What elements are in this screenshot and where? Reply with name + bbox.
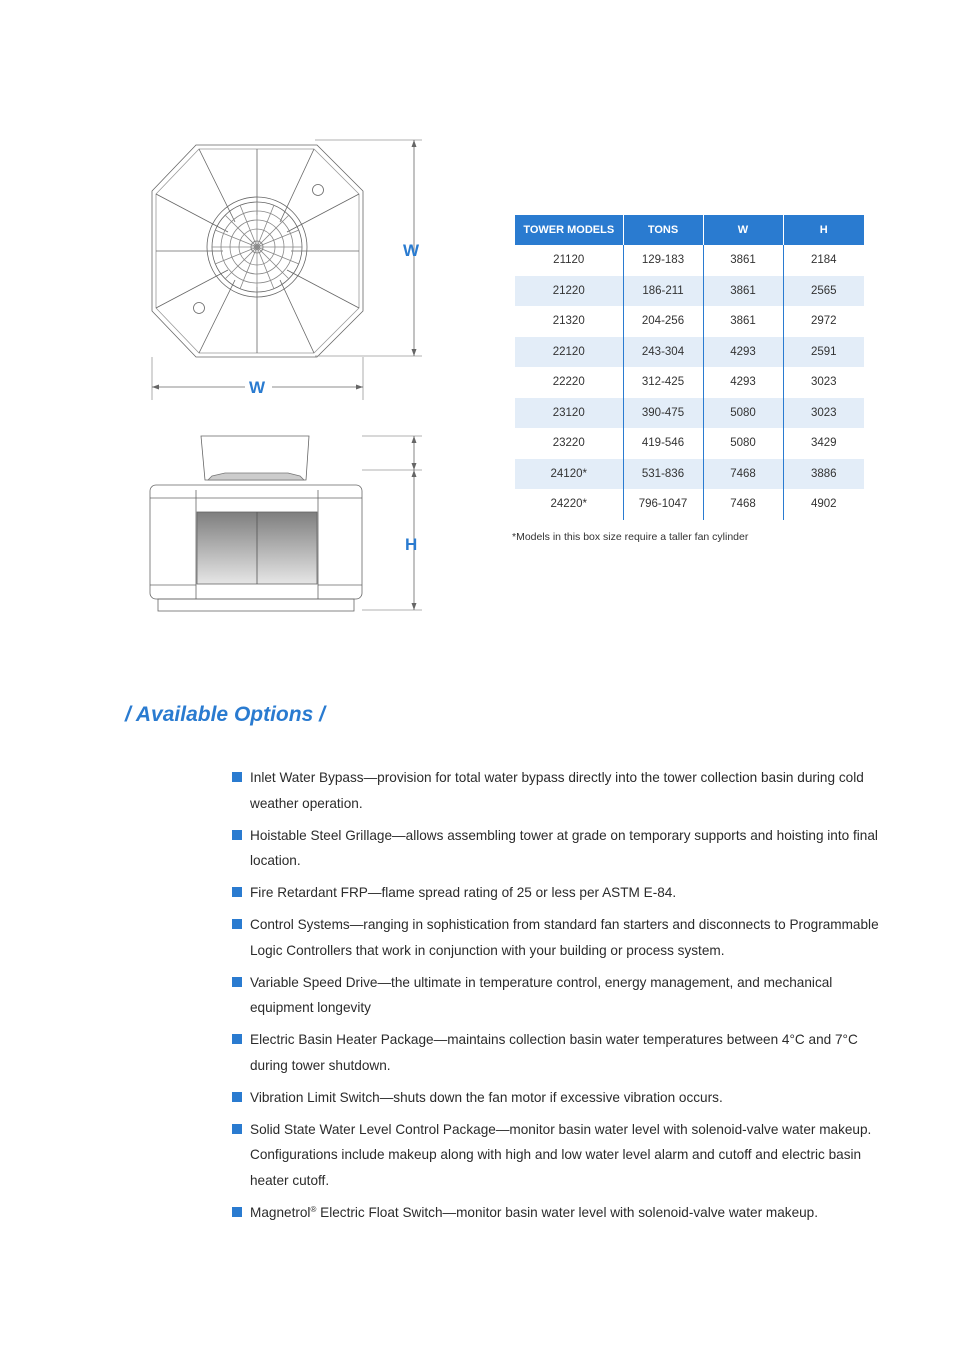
cell-model: 22120 bbox=[515, 337, 623, 368]
section-title: / Available Options / bbox=[125, 703, 325, 726]
list-item bbox=[231, 970, 891, 1021]
header-tons: TONS bbox=[623, 215, 703, 245]
cell-h: 2184 bbox=[810, 254, 837, 267]
square-bullet-icon bbox=[232, 919, 242, 929]
cell-h: 3023 bbox=[783, 398, 864, 429]
cell-tons: 186-211 bbox=[623, 276, 703, 307]
cell-model: 24220* bbox=[515, 489, 623, 520]
square-bullet-icon bbox=[232, 887, 242, 897]
option-text: Inlet Water Bypass—provision for total water bypass directly into the tower collection basin during cold weather operation. bbox=[250, 770, 864, 811]
square-bullet-icon bbox=[232, 1034, 242, 1044]
cell-tons: 204-256 bbox=[623, 306, 703, 337]
table-footnote: *Models in this box size require a taller fan cylinder bbox=[512, 531, 749, 543]
table-row bbox=[515, 306, 864, 337]
cell-w: 4293 bbox=[703, 367, 783, 398]
tower-models-table bbox=[515, 215, 864, 520]
table-row bbox=[515, 276, 864, 307]
list-item bbox=[231, 765, 891, 816]
option-brand: Magnetrol bbox=[250, 1204, 311, 1220]
table-row bbox=[515, 398, 864, 429]
cell-h: 3886 bbox=[783, 459, 864, 490]
square-bullet-icon bbox=[232, 1207, 242, 1217]
cell-model: 21120 bbox=[515, 245, 623, 276]
list-item bbox=[231, 1200, 891, 1226]
option-text: Variable Speed Drive—the ultimate in temperature control, energy management, and mechanical equipment longevity bbox=[250, 974, 833, 1015]
list-item bbox=[231, 912, 891, 963]
list-item bbox=[231, 823, 891, 874]
dimension-label-w-vertical: W bbox=[403, 241, 420, 260]
table-row bbox=[515, 367, 864, 398]
cell-h: 2591 bbox=[783, 337, 864, 368]
cell-w: 7468 bbox=[703, 489, 783, 520]
option-text: Electric Float Switch—monitor basin water level with solenoid-valve water makeup. bbox=[316, 1204, 819, 1220]
list-item bbox=[231, 880, 891, 906]
cell-tons: 531-836 bbox=[623, 459, 703, 490]
dimension-label-w-horizontal: W bbox=[249, 378, 266, 397]
cell-model: 23120 bbox=[515, 398, 623, 429]
tower-drawing bbox=[140, 135, 440, 625]
cell-h: 3429 bbox=[810, 437, 837, 450]
cell-w: 4293 bbox=[703, 337, 783, 368]
option-text: Vibration Limit Switch—shuts down the fan motor if excessive vibration occurs. bbox=[250, 1089, 723, 1105]
cell-model: 24120* bbox=[515, 459, 623, 490]
square-bullet-icon bbox=[232, 977, 242, 987]
list-item bbox=[231, 1085, 891, 1111]
cell-tons: 419-546 bbox=[623, 428, 703, 459]
option-text: Electric Basin Heater Package—maintains collection basin water temperatures between 4°C and 7°C during tower shutdown. bbox=[250, 1032, 858, 1073]
table-row bbox=[515, 459, 864, 490]
cell-h: 2972 bbox=[810, 315, 837, 328]
options-list bbox=[231, 765, 891, 1232]
header-tower-models: TOWER MODELS bbox=[515, 215, 623, 245]
cell-tons: 243-304 bbox=[623, 337, 703, 368]
cell-model: 21220 bbox=[515, 276, 623, 307]
cell-w: 3861 bbox=[703, 245, 783, 276]
cell-tons: 312-425 bbox=[623, 367, 703, 398]
cell-h: 3023 bbox=[810, 376, 837, 389]
option-text: Solid State Water Level Control Package—monitor basin water level with solenoid-valve water makeup. Configurations include makeup along with high and low water level alarm and cutoff and electric basin heater cutoff. bbox=[250, 1121, 872, 1188]
list-item bbox=[231, 1027, 891, 1078]
cell-h: 2565 bbox=[783, 276, 864, 307]
table-row bbox=[515, 337, 864, 368]
square-bullet-icon bbox=[232, 1092, 242, 1102]
cell-model: 22220 bbox=[515, 367, 623, 398]
option-text: Control Systems—ranging in sophistication from standard fan starters and disconnects to Programmable Logic Controllers that work in conjunction with your building or process system. bbox=[250, 917, 879, 958]
cell-tons: 390-475 bbox=[623, 398, 703, 429]
list-item bbox=[231, 1117, 891, 1194]
table-row bbox=[515, 489, 864, 520]
cell-model: 23220 bbox=[515, 428, 623, 459]
cell-w: 7468 bbox=[703, 459, 783, 490]
cell-tons: 129-183 bbox=[623, 245, 703, 276]
table-row bbox=[515, 245, 864, 276]
table-row bbox=[515, 428, 864, 459]
square-bullet-icon bbox=[232, 1124, 242, 1134]
square-bullet-icon bbox=[232, 830, 242, 840]
cell-h: 4902 bbox=[810, 498, 837, 511]
header-w: W bbox=[703, 215, 783, 245]
header-h: H bbox=[783, 215, 864, 245]
registered-mark: ® bbox=[310, 1204, 317, 1214]
cell-w: 3861 bbox=[703, 306, 783, 337]
option-text: Fire Retardant FRP—flame spread rating of 25 or less per ASTM E-84. bbox=[250, 885, 677, 900]
cell-w: 3861 bbox=[703, 276, 783, 307]
option-text: Hoistable Steel Grillage—allows assembling tower at grade on temporary supports and hoisting into final location. bbox=[250, 827, 878, 868]
square-bullet-icon bbox=[232, 772, 242, 782]
cell-w: 5080 bbox=[703, 398, 783, 429]
table-header-row bbox=[515, 215, 864, 245]
dimension-label-h: H bbox=[405, 535, 418, 554]
cell-w: 5080 bbox=[703, 428, 783, 459]
cell-model: 21320 bbox=[515, 306, 623, 337]
tower-diagram bbox=[140, 135, 440, 625]
cell-tons: 796-1047 bbox=[623, 489, 703, 520]
